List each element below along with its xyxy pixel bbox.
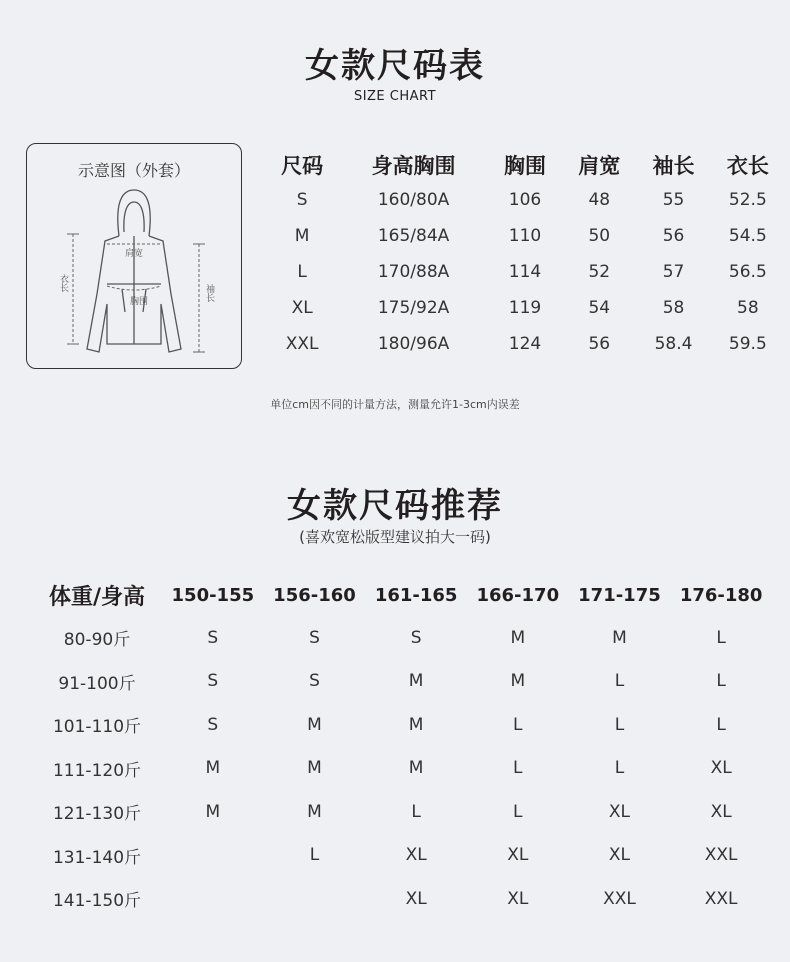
length-label: 衣长 xyxy=(58,274,68,292)
cell: 175/92A xyxy=(377,298,450,318)
header-sleeve: 袖长 xyxy=(652,154,695,178)
size-table xyxy=(265,148,785,362)
size-table-header-row xyxy=(265,148,785,182)
cell: 57 xyxy=(662,262,685,282)
size-chart-subtitle: SIZE CHART xyxy=(353,89,437,104)
cell: S xyxy=(207,671,219,692)
cell: XXL xyxy=(704,845,738,866)
header-height-chest: 身高胸围 xyxy=(371,154,456,178)
cell: M xyxy=(205,801,221,822)
sleeve-label: 袖长 xyxy=(204,284,214,302)
cell: M xyxy=(294,226,310,246)
cell: 58 xyxy=(737,298,759,318)
table-row xyxy=(265,326,785,362)
cell: 56.5 xyxy=(728,262,767,282)
cell: S xyxy=(309,627,320,648)
cell: 170/88A xyxy=(377,262,450,282)
cell: 48 xyxy=(588,190,611,210)
cell: 55 xyxy=(662,190,685,210)
header-weight-height: 体重/身高 xyxy=(48,584,146,610)
cell: S xyxy=(410,627,422,648)
header-shoulder: 肩宽 xyxy=(578,154,621,178)
table-row xyxy=(32,790,772,834)
table-row xyxy=(32,834,772,878)
hood-outline xyxy=(118,190,150,236)
cell: 54.5 xyxy=(728,226,767,246)
cell: 52.5 xyxy=(728,190,767,210)
cell: L xyxy=(716,714,726,735)
cell: M xyxy=(408,671,424,692)
table-row xyxy=(265,290,785,326)
cell xyxy=(162,834,264,878)
cell: XXL xyxy=(603,888,636,909)
cell: L xyxy=(513,714,523,735)
cell: 50 xyxy=(588,226,611,246)
shoulder-label: 肩宽 xyxy=(124,249,144,259)
cell: L xyxy=(614,758,625,779)
header-size: 尺码 xyxy=(281,154,324,178)
cell: 119 xyxy=(508,298,542,318)
weight-cell: 80-90斤 xyxy=(63,630,131,651)
weight-cell: 111-120斤 xyxy=(52,760,142,781)
cell: XL xyxy=(291,298,313,318)
cell: 180/96A xyxy=(377,334,450,354)
cell: L xyxy=(513,758,523,779)
cell: XL xyxy=(405,845,427,866)
cell: XXL xyxy=(285,334,319,354)
cell: 165/84A xyxy=(377,226,450,246)
cell: XL xyxy=(608,845,631,866)
cell: 56 xyxy=(588,334,611,354)
cell: M xyxy=(510,627,526,648)
cell: S xyxy=(207,627,219,648)
table-row xyxy=(265,218,785,254)
cell: S xyxy=(207,714,219,735)
size-chart-title: 女款尺码表 xyxy=(305,46,485,86)
cell: 160/80A xyxy=(377,190,450,210)
cell: L xyxy=(716,627,726,648)
garment-diagram-box xyxy=(26,143,242,369)
cell: L xyxy=(716,671,726,692)
weight-cell: 131-140斤 xyxy=(52,847,142,868)
cell: M xyxy=(408,714,424,735)
cell: L xyxy=(309,845,320,866)
cell: 114 xyxy=(508,262,542,282)
table-row xyxy=(32,616,772,660)
cell: M xyxy=(307,801,322,822)
left-pocket xyxy=(122,289,125,312)
recommendation-subtitle: (喜欢宽松版型建议拍大一码) xyxy=(299,528,491,546)
cell: XL xyxy=(507,845,529,866)
cell: M xyxy=(205,758,221,779)
cell: L xyxy=(614,671,625,692)
cell: L xyxy=(411,801,421,822)
cell: 58 xyxy=(662,298,685,318)
cell: XL xyxy=(710,758,732,779)
cell: M xyxy=(307,758,322,779)
header-height-range: 156-160 xyxy=(273,584,356,606)
cell: 106 xyxy=(508,190,542,210)
header-height-range: 171-175 xyxy=(578,584,661,606)
cell: 110 xyxy=(508,226,542,246)
table-row xyxy=(265,182,785,218)
recommendation-table xyxy=(32,574,772,921)
table-row xyxy=(32,660,772,704)
header-height-range: 176-180 xyxy=(679,584,763,606)
table-row xyxy=(32,703,772,747)
weight-cell: 141-150斤 xyxy=(52,891,142,912)
cell: 56 xyxy=(662,226,685,246)
jacket-diagram xyxy=(27,144,241,368)
cell: M xyxy=(408,758,424,779)
weight-cell: 121-130斤 xyxy=(52,804,142,825)
cell: XL xyxy=(608,801,631,822)
header-height-range: 161-165 xyxy=(374,584,458,606)
cell: S xyxy=(309,671,320,692)
cell: XL xyxy=(507,888,529,909)
diagram-label: 示意图（外套） xyxy=(77,161,190,180)
table-row xyxy=(32,877,772,921)
weight-cell: 91-100斤 xyxy=(58,673,136,694)
table-row xyxy=(265,254,785,290)
cell xyxy=(264,877,366,921)
cell: 124 xyxy=(508,334,542,354)
header-height-range: 166-170 xyxy=(476,584,560,606)
chest-label: 胸围 xyxy=(129,297,149,307)
cell: 59.5 xyxy=(728,334,767,354)
cell: 58.4 xyxy=(654,334,693,354)
hood-inner xyxy=(124,202,144,232)
cell: 54 xyxy=(588,298,611,318)
weight-cell: 101-110斤 xyxy=(52,717,142,738)
cell: S xyxy=(296,190,308,210)
recommendation-header-row xyxy=(32,574,772,616)
header-height-range: 150-155 xyxy=(171,584,255,606)
header-chest: 胸围 xyxy=(503,154,546,178)
header-length: 衣长 xyxy=(726,154,769,178)
cell: M xyxy=(510,671,526,692)
cell xyxy=(162,877,264,921)
cell: M xyxy=(307,714,322,735)
table-row xyxy=(32,747,772,791)
cell: M xyxy=(612,627,627,648)
recommendation-title: 女款尺码推荐 xyxy=(287,486,503,526)
cell: XXL xyxy=(704,888,738,909)
cell: L xyxy=(614,714,625,735)
cell: L xyxy=(513,801,523,822)
cell: XL xyxy=(710,801,732,822)
cell: 52 xyxy=(588,262,611,282)
measurement-note: 单位cm因不同的计量方法，测量允许1-3cm内误差 xyxy=(270,398,520,411)
cell: XL xyxy=(405,888,427,909)
cell: L xyxy=(297,262,307,282)
